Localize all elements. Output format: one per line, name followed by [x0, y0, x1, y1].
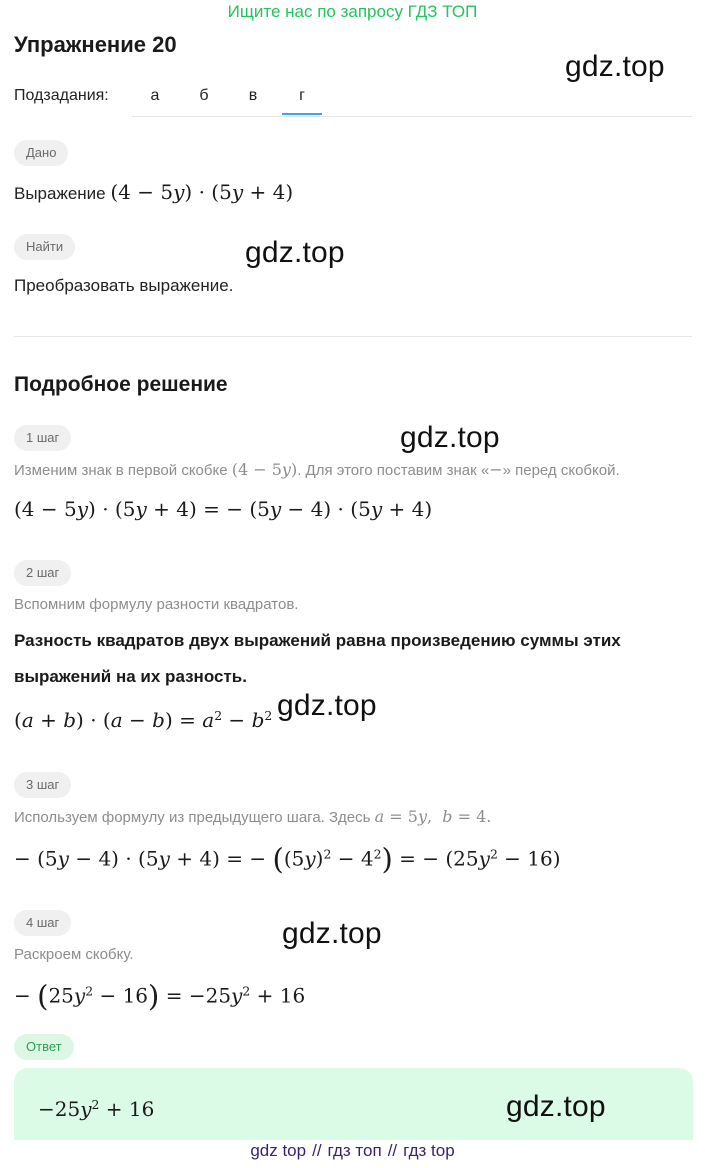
step4-hint: Раскроем скобку.	[14, 946, 134, 963]
step3-badge: 3 шаг	[14, 772, 71, 798]
footer-link-2[interactable]: гдз топ	[327, 1141, 382, 1160]
find-text: Преобразовать выражение.	[14, 276, 234, 295]
step1-hint: Изменим знак в первой скобке (4 − 5y). Для этого поставим знак «−» перед скобкой.	[14, 460, 620, 479]
footer-link-3[interactable]: гдз top	[403, 1141, 455, 1160]
tab-g[interactable]: г	[299, 87, 305, 104]
step1-badge: 1 шаг	[14, 425, 71, 451]
tabs-divider	[132, 116, 692, 117]
tab-a[interactable]: а	[150, 87, 160, 104]
page-title: Упражнение 20	[14, 32, 177, 57]
watermark: gdz.top	[565, 50, 665, 83]
step4-badge: 4 шаг	[14, 910, 71, 936]
given-expression: (4 − 5y) · (5y + 4)	[110, 180, 294, 204]
step3-formula: − (5y − 4) · (5y + 4) = − $((5y)^2 - 4^2)$ = − $(25y^2 - 16)$	[14, 842, 561, 876]
given-text	[14, 180, 293, 204]
subtasks-label: Подзадания:	[14, 87, 109, 104]
watermark: gdz.top	[400, 421, 500, 454]
step4-formula: − $(25y^2 - 16) = -25y^2 + 16$	[14, 979, 306, 1013]
step2-formula: $(a + b) \cdot (a - b) = a^2 - b^2$	[14, 708, 273, 732]
watermark: gdz.top	[277, 689, 377, 722]
answer-expression: $-25y^2 + 16$	[38, 1097, 155, 1121]
answer-badge: Ответ	[14, 1034, 74, 1060]
given-badge: Дано	[14, 140, 68, 166]
solution-heading: Подробное решение	[14, 373, 228, 396]
step2-text-line2: выражений на их разность.	[14, 667, 247, 686]
step2-hint: Вспомним формулу разности квадратов.	[14, 596, 299, 613]
search-banner[interactable]: Ищите нас по запросу ГДЗ ТОП	[227, 2, 478, 21]
step2-badge: 2 шаг	[14, 560, 71, 586]
tab-b[interactable]: б	[199, 87, 209, 104]
watermark: gdz.top	[506, 1090, 606, 1123]
find-badge: Найти	[14, 234, 75, 260]
section-divider	[14, 336, 692, 337]
tab-active-indicator	[282, 113, 322, 115]
step1-formula: (4 − 5y) · (5y + 4) = − (5y − 4) · (5y + 4)	[14, 497, 433, 521]
step3-hint: Используем формулу из предыдущего шага. Здесь a = 5y, b = 4.	[14, 807, 492, 826]
watermark: gdz.top	[282, 917, 382, 950]
step2-text-line1: Разность квадратов двух выражений равна произведению суммы этих	[14, 631, 621, 650]
footer-link-1[interactable]: gdz top	[250, 1141, 307, 1160]
footer-links: gdz top // гдз топ // гдз top	[250, 1141, 455, 1160]
tab-v[interactable]: в	[248, 87, 258, 104]
given-label: Выражение	[14, 184, 106, 203]
watermark: gdz.top	[245, 236, 345, 269]
